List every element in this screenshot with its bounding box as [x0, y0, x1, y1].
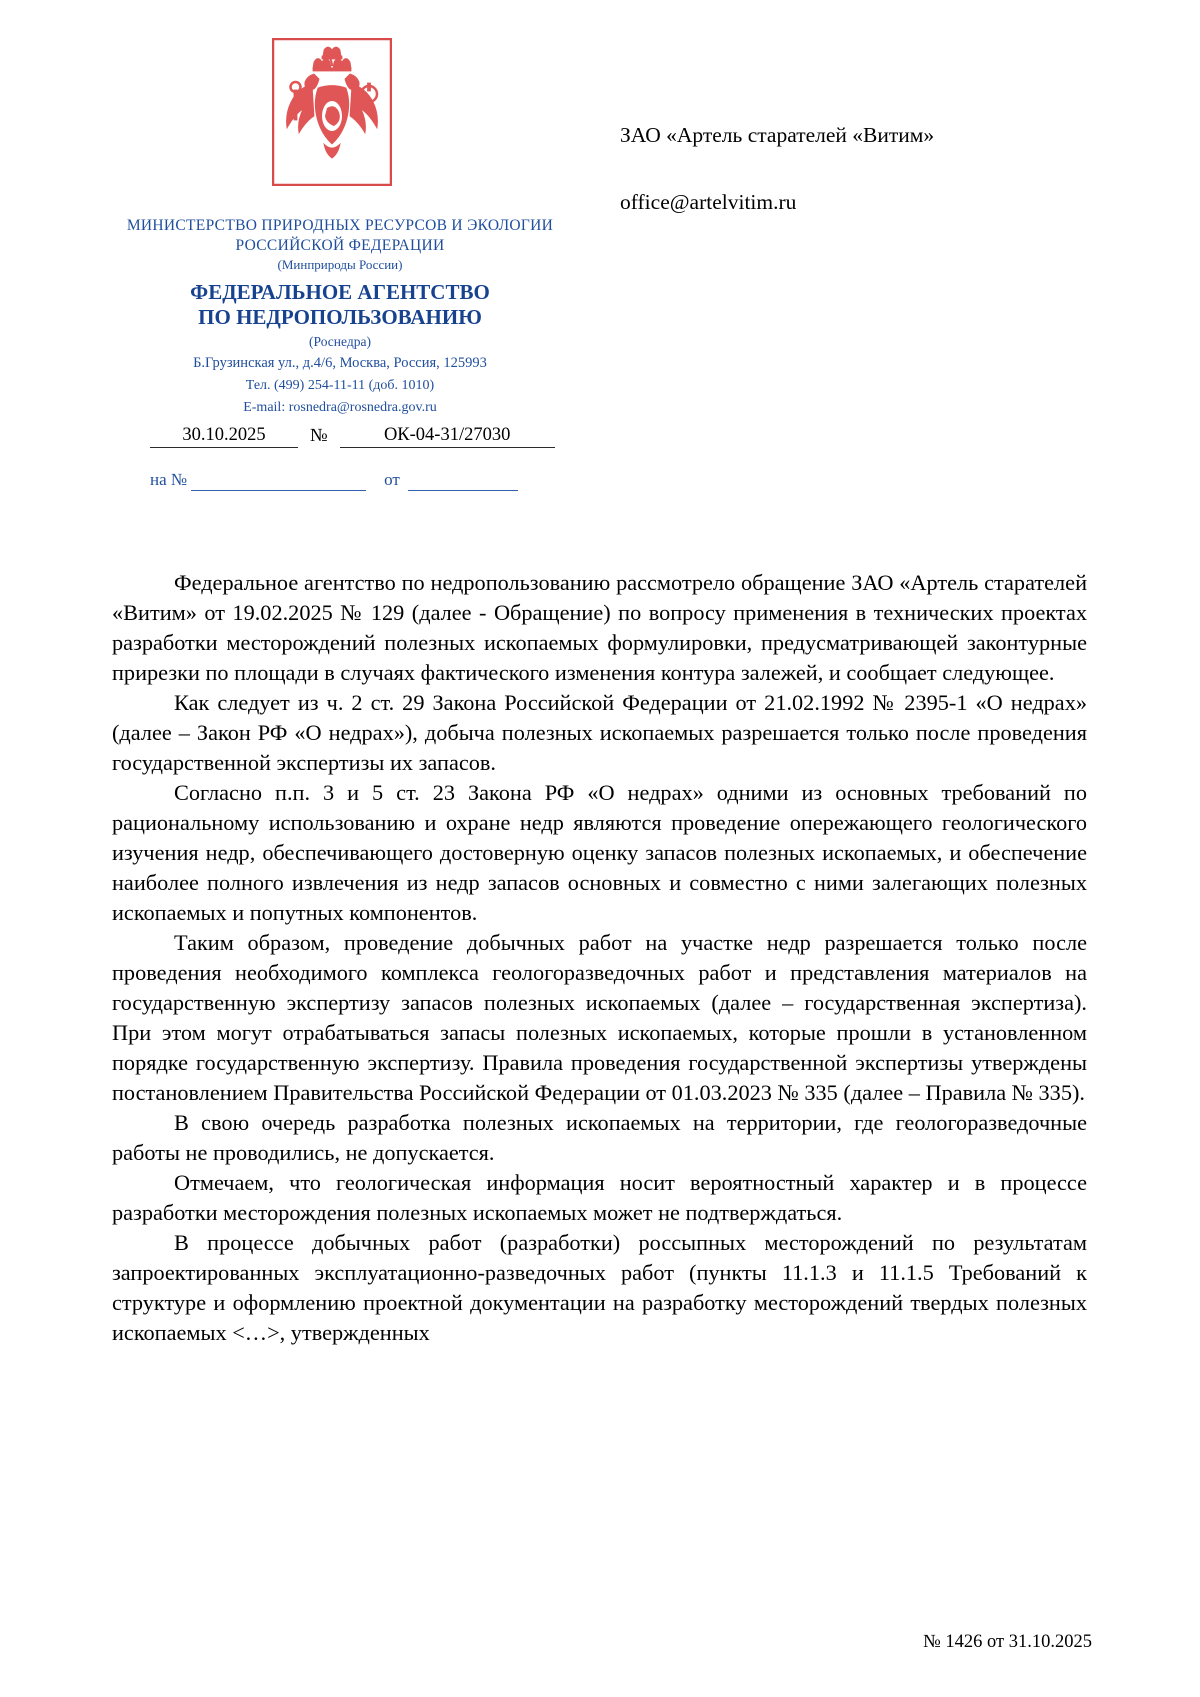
- paragraph: Отмечаем, что геологическая информация носит вероятностный характер и в процессе разработки месторождения полезных ископаемых может не подтверждаться.: [112, 1169, 1087, 1225]
- reply-number-field: [191, 475, 366, 491]
- paragraph: Согласно п.п. 3 и 5 ст. 23 Закона РФ «О недрах» одними из основных требований по рациональному использованию и охране недр являются проведение опережающего геологического изучения недр, обеспечивающего достоверную оценку запасов полезных ископаемых, и обеспечение наиболее полного извлечения из недр запасов основных и совместно с ними залегающих полезных ископаемых и попутных компонентов.: [112, 779, 1087, 925]
- footer-stamp: № 1426 от 31.10.2025: [923, 1632, 1092, 1652]
- agency-name-line1: ФЕДЕРАЛЬНОЕ АГЕНТСТВО: [190, 279, 490, 304]
- ministry-identification: [75, 216, 605, 417]
- reply-number-label: на №: [150, 470, 188, 489]
- paragraph: В свою очередь разработка полезных ископаемых на территории, где геологоразведочные работы не проводились, не допускается.: [112, 1109, 1087, 1165]
- registration-block: [150, 425, 590, 491]
- ministry-name-line2: РОССИЙСКОЙ ФЕДЕРАЦИИ: [235, 236, 445, 254]
- agency-email: E-mail: rosnedra@rosnedra.gov.ru: [243, 399, 437, 415]
- registration-date: 30.10.2025: [150, 425, 298, 448]
- ministry-short-name: (Минприроды России): [277, 256, 403, 272]
- agency-name-line2: ПО НЕДРОПОЛЬЗОВАНИЮ: [198, 305, 482, 330]
- reply-date-label: от: [384, 470, 400, 489]
- addressee-organization: ЗАО «Артель старателей «Витим»: [620, 123, 935, 147]
- postal-address: Б.Грузинская ул., д.4/6, Москва, Россия, 125993: [193, 354, 487, 371]
- paragraph: Таким образом, проведение добычных работ на участке недр разрешается только после проведения необходимого комплекса геологоразведочных работ и представления материалов на государственную экспертизу запасов полезных ископаемых (далее – государственная экспертиза). При этом могут отрабатываться запасы полезных ископаемых, которые прошли в установленном порядке государственную экспертизу. Правила проведения государственной экспертизы утверждены постановлением Правительства Российской Федерации от 01.03.2023 № 335 (далее – Правила № 335).: [112, 929, 1087, 1105]
- agency-short-name: (Роснедра): [309, 333, 371, 349]
- paragraph: Федеральное агентство по недропользованию рассмотрело обращение ЗАО «Артель старателей «Витим» от 19.02.2025 № 129 (далее - Обращение) по вопросу применения в технических проектах разработки месторождений полезных ископаемых формулировки, предусматривающей законтурные прирезки по площади в случаях фактического изменения контура залежей, и сообщает следующее.: [112, 570, 1087, 685]
- ministry-name-line1: МИНИСТЕРСТВО ПРИРОДНЫХ РЕСУРСОВ И ЭКОЛОГИИ: [126, 217, 554, 234]
- addressee-block: [620, 118, 1140, 220]
- phone-number: Тел. (499) 254-11-11 (доб. 1010): [245, 377, 435, 393]
- russian-coat-of-arms-icon: [272, 38, 392, 186]
- paragraph: В процессе добычных работ (разработки) россыпных месторождений по результатам запроектированных эксплуатационно-разведочных работ (пункты 11.1.3 и 11.1.5 Требований к структуре и оформлению проектной документации на разработку месторождений твердых полезных ископаемых <…>, утвержденных: [112, 1229, 1087, 1345]
- letterhead: [0, 26, 1200, 426]
- addressee-email: office@artelvitim.ru: [620, 190, 797, 215]
- registration-number: ОК-04-31/27030: [340, 425, 555, 448]
- letter-body: [112, 568, 1087, 1348]
- paragraph: Как следует из ч. 2 ст. 29 Закона Российской Федерации от 21.02.1992 № 2395-1 «О недрах» (далее – Закон РФ «О недрах»), добыча полезных ископаемых разрешается только после проведения государственной экспертизы их запасов.: [112, 689, 1087, 775]
- reply-date-field: [408, 475, 518, 491]
- number-sign: №: [310, 426, 328, 446]
